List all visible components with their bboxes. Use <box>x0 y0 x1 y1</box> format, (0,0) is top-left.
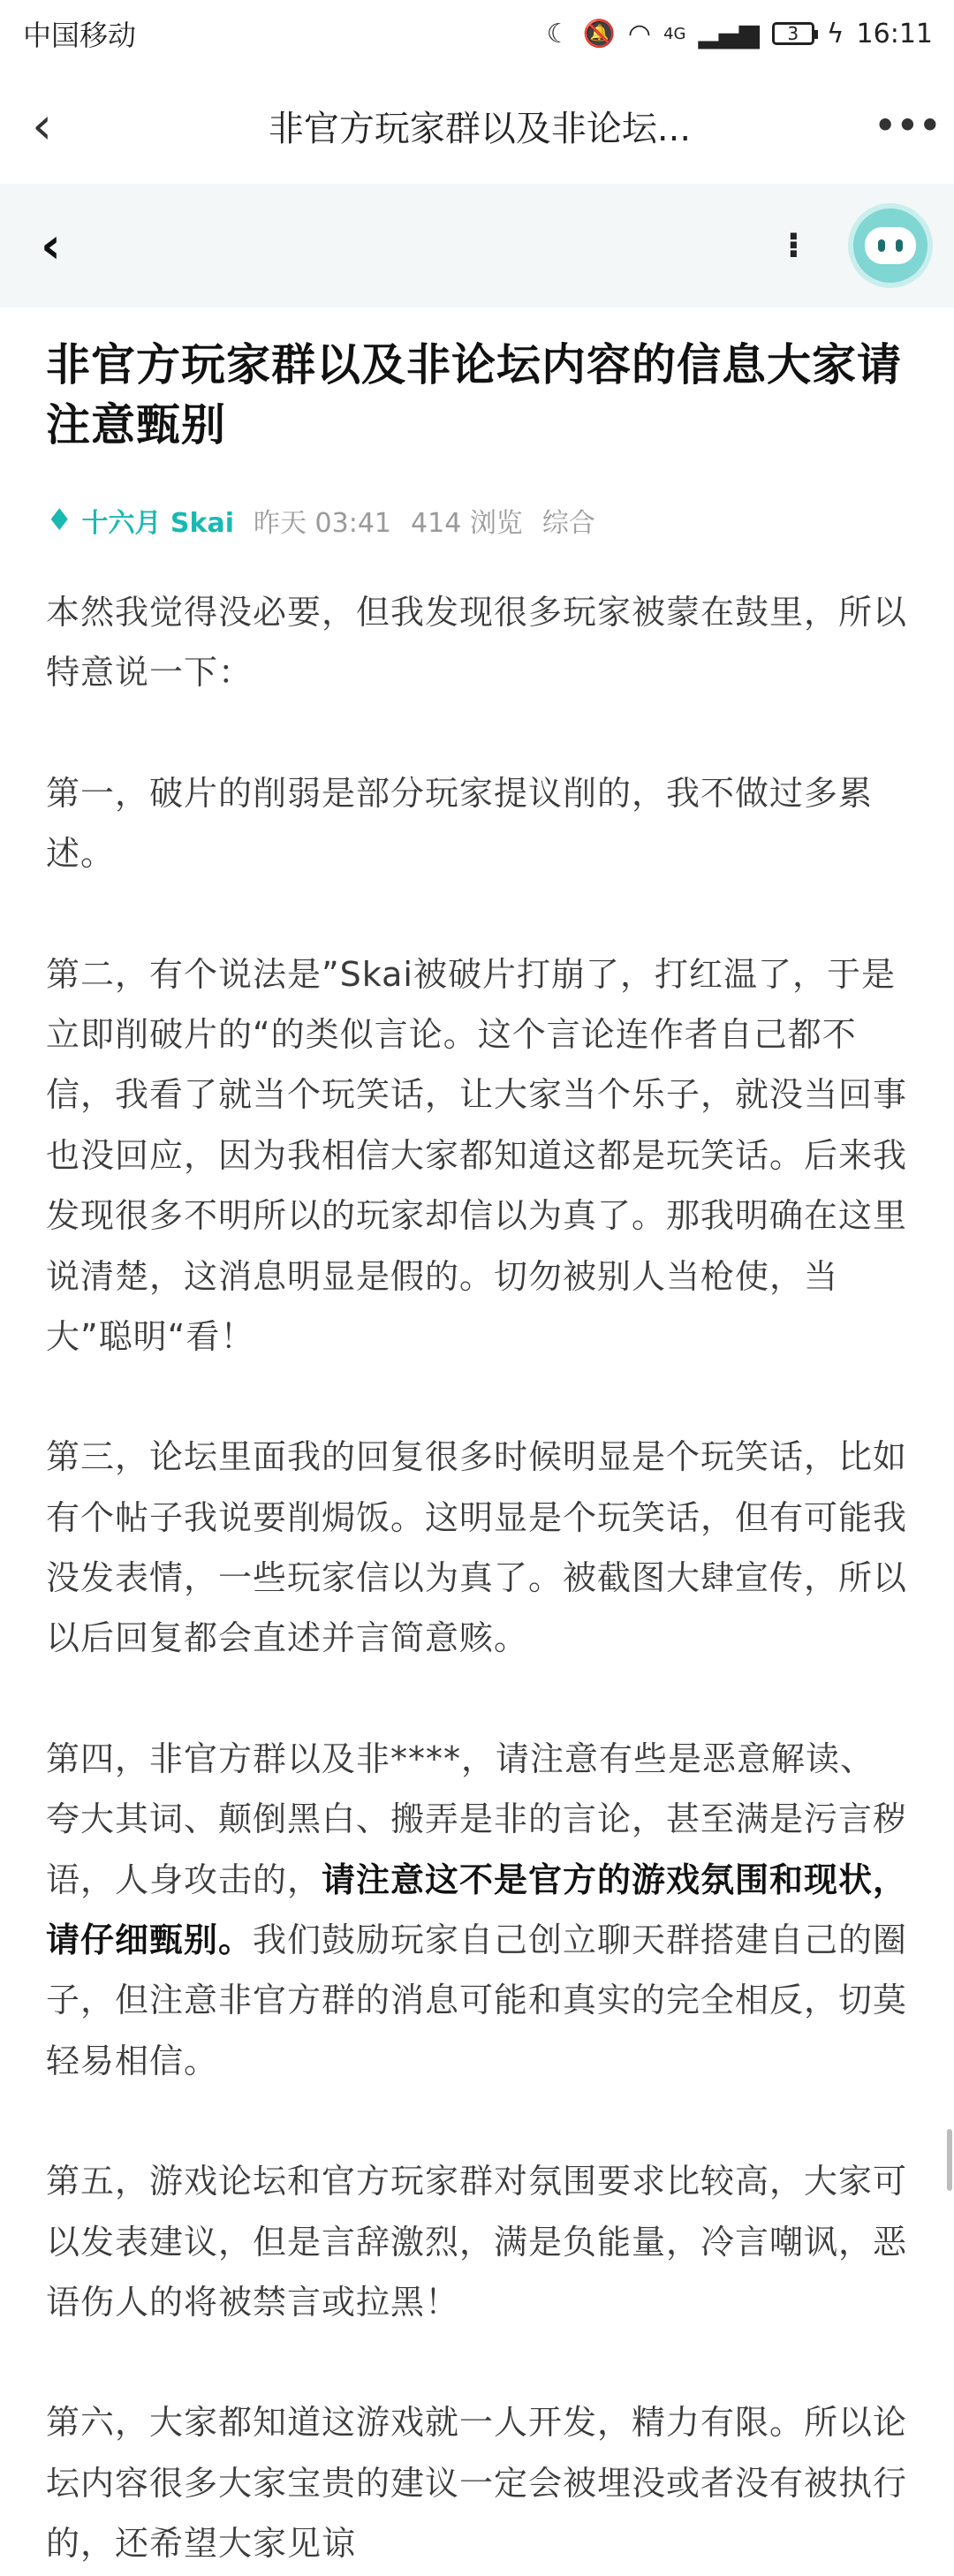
paragraph-4-part-c: 我们鼓励玩家自己创立聊天群搭建自己的圈子，但注意非官方群的消息可能和真实的完全相反，切莫轻易相信。 <box>46 1921 908 2080</box>
app-bar-title: 非官方玩家群以及非论坛... <box>268 108 692 149</box>
paragraph-4-bold: 请注意这不是官方的游戏氛围和现状，请仔细甄别。 <box>46 1860 908 1960</box>
mute-icon: 🔕 <box>582 18 616 49</box>
paragraph-6: 第六，大家都知道这游戏就一人开发，精力有限。所以论坛内容很多大家宝贵的建议一定会被埋没或者没有被执行的，还希望大家见谅 <box>46 2403 908 2564</box>
paragraph-intro: 本然我觉得没必要，但我发现很多玩家被蒙在鼓里，所以特意说一下： <box>46 593 908 693</box>
robot-face <box>865 227 916 264</box>
status-bar <box>0 0 954 67</box>
network-label: 4G <box>663 24 686 43</box>
back-icon[interactable]: ‹ <box>32 95 53 155</box>
article <box>0 307 954 2574</box>
category-label[interactable]: 综合 <box>541 508 595 539</box>
kebab-menu-icon[interactable]: ⁝ <box>786 225 800 266</box>
web-back-icon[interactable]: ‹ <box>41 216 62 275</box>
scrollbar-thumb[interactable] <box>947 2129 952 2191</box>
gem-icon: ♦ <box>46 503 73 538</box>
article-meta <box>46 501 908 540</box>
web-toolbar <box>0 184 954 307</box>
carrier-label: 中国移动 <box>23 19 137 52</box>
robot-avatar-icon[interactable] <box>853 208 928 283</box>
signal-icon: ▂▄▆ <box>698 18 760 49</box>
clock: 16:11 <box>856 18 933 49</box>
wifi-icon: ◠ <box>627 18 652 49</box>
author-link[interactable] <box>46 501 234 540</box>
battery-level: 3 <box>787 23 799 44</box>
web-toolbar-right <box>787 208 928 283</box>
moon-icon: ☾ <box>546 18 571 49</box>
battery-icon <box>772 22 814 45</box>
author-name: 十六月 Skai <box>81 508 235 539</box>
more-options-icon[interactable]: ••• <box>874 106 942 145</box>
view-count: 414 浏览 <box>411 508 523 539</box>
paragraph-1: 第一，破片的削弱是部分玩家提议削的，我不做过多累述。 <box>46 773 874 874</box>
app-bar <box>0 67 954 184</box>
status-icons <box>547 19 933 49</box>
charging-icon: ϟ <box>826 18 844 49</box>
paragraph-4-part-a: 第四，非官方群以及非****，请注意有些是恶意解读、夸大其词、颠倒黑白、搬弄是非的言论，甚至满是污言秽语，人身攻击的， <box>46 1739 908 1899</box>
paragraph-4 <box>46 1729 908 2091</box>
article-title: 非官方玩家群以及非论坛内容的信息大家请注意甄别 <box>46 339 902 451</box>
paragraph-3: 第三，论坛里面我的回复很多时候明显是个玩笑话，比如有个帖子我说要削焗饭。这明显是个玩笑话，但有可能我没发表情，一些玩家信以为真了。被截图大肆宣传，所以以后回复都会直述并言简意赅。 <box>46 1437 908 1658</box>
paragraph-5: 第五，游戏论坛和官方玩家群对氛围要求比较高，大家可以发表建议，但是言辞激烈，满是负能量，冷言嘲讽，恶语伤人的将被禁言或拉黑！ <box>46 2162 908 2322</box>
paragraph-2: 第二，有个说法是”Skai被破片打崩了，打红温了，于是立即削破片的“的类似言论。这个言论连作者自己都不信，我看了就当个玩笑话，让大家当个乐子，就没当回事也没回应，因为我相信大家都知道这都是玩笑话。后来我发现很多不明所以的玩家却信以为真了。那我明确在这里说清楚，这消息明显是假的。切勿被别人当枪使，当大”聪明“看！ <box>46 954 908 1356</box>
post-time: 昨天 03:41 <box>254 508 392 539</box>
